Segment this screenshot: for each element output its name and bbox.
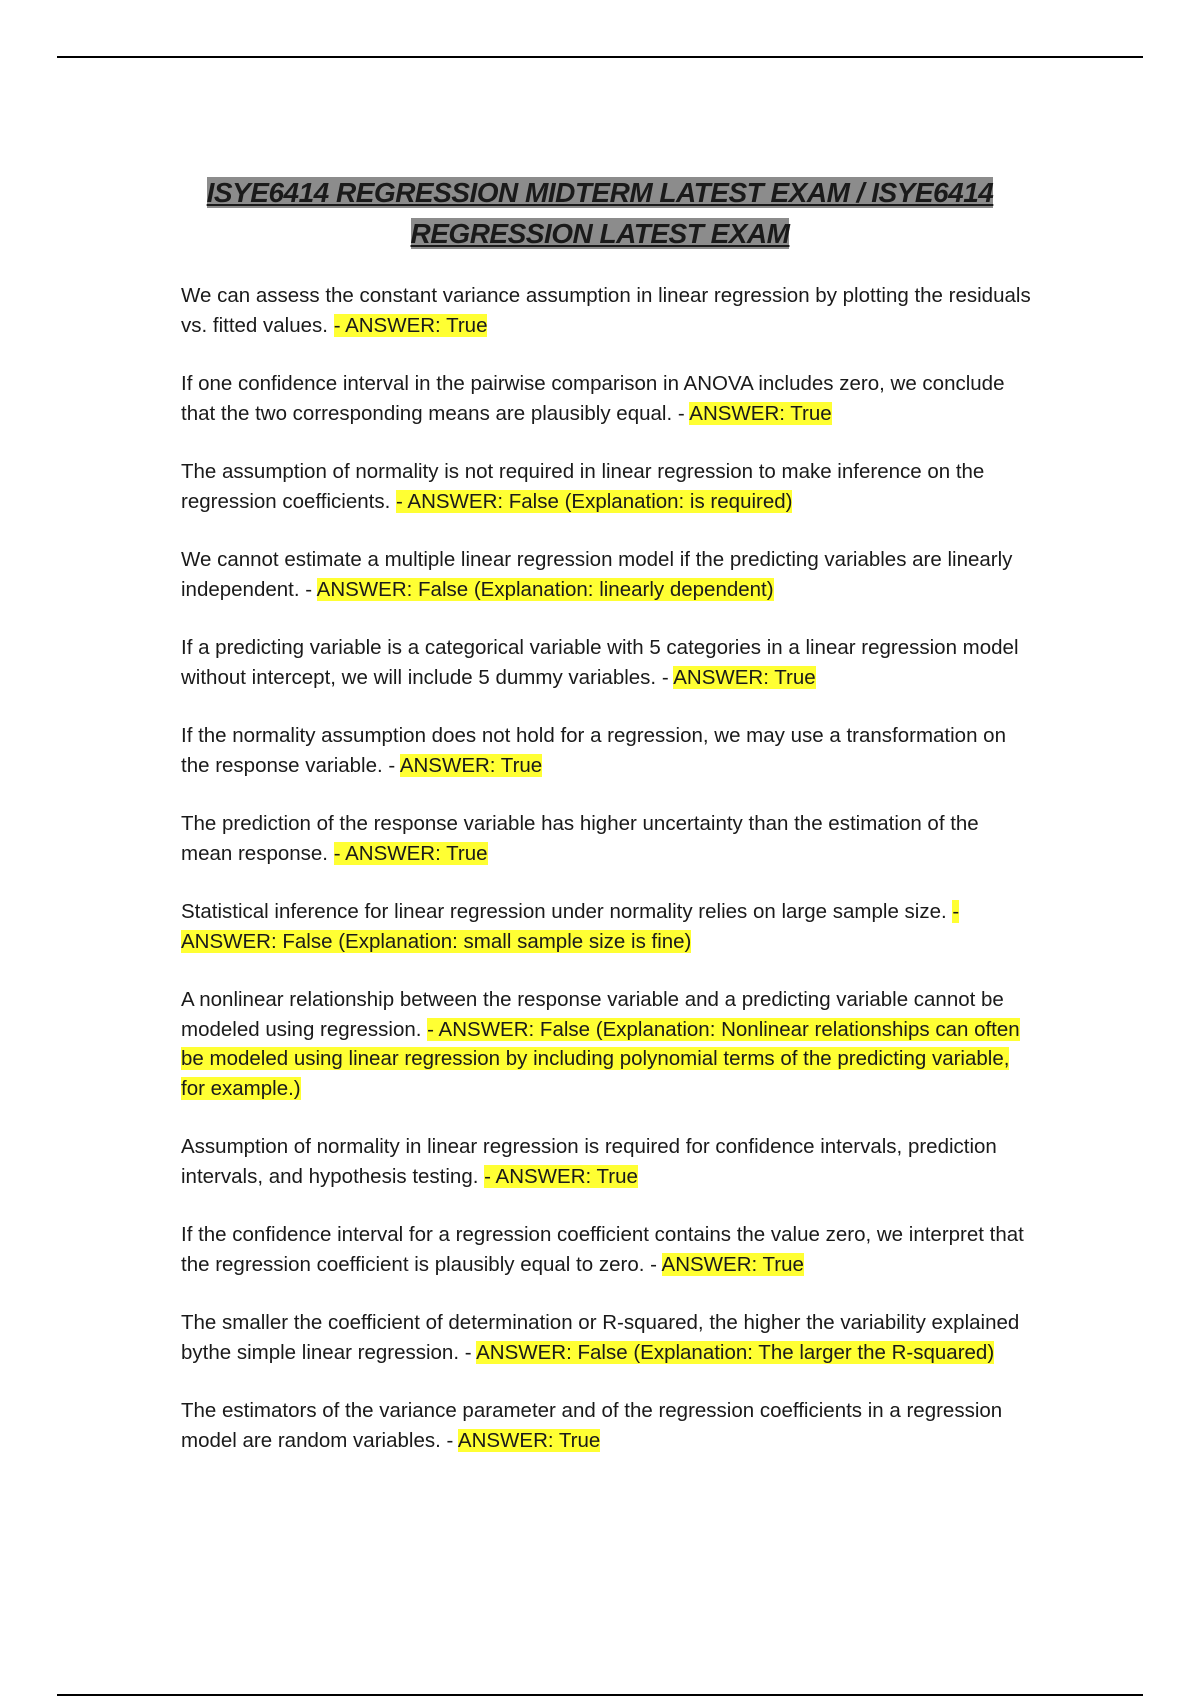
list-item [181, 633, 1031, 692]
answer-text: ANSWER: True [661, 1252, 804, 1276]
question-text: We can assess the constant variance assumption in linear regression by plotting the residuals vs. fitted values. [181, 284, 1031, 337]
answer-text: - ANSWER: True [333, 313, 488, 337]
header-rule [57, 56, 1143, 58]
list-item [181, 985, 1031, 1103]
question-text: The prediction of the response variable has higher uncertainty than the estimation of the mean response. [181, 812, 979, 865]
list-item [181, 809, 1031, 868]
answer-text: - ANSWER: True [484, 1164, 638, 1188]
list-item [181, 1220, 1031, 1279]
list-item [181, 281, 1031, 340]
question-text: If one confidence interval in the pairwise comparison in ANOVA includes zero, we conclude that the two corresponding means are plausibly equal. - [181, 372, 1005, 425]
answer-text: ANSWER: True [673, 665, 816, 689]
answer-text: - ANSWER: False (Explanation: small sample size is fine) [181, 900, 960, 953]
answer-text: ANSWER: True [457, 1428, 601, 1452]
question-list [181, 281, 1031, 1484]
question-text: If a predicting variable is a categorical variable with 5 categories in a linear regression model without intercept, we will include 5 dummy variables. - [181, 636, 1019, 689]
page-title-text: ISYE6414 REGRESSION MIDTERM LATEST EXAM / ISYE6414 REGRESSION LATEST EXAM [206, 177, 994, 249]
answer-text: ANSWER: True [689, 401, 832, 425]
answer-text: ANSWER: False (Explanation: The larger the R-squared) [476, 1340, 995, 1364]
question-text: Statistical inference for linear regression under normality relies on large sample size. [181, 900, 947, 923]
question-text: If the normality assumption does not hold for a regression, we may use a transformation on the response variable. - [181, 724, 1006, 777]
question-text: We cannot estimate a multiple linear regression model if the predicting variables are linearly independent. - [181, 548, 1013, 601]
answer-text: - ANSWER: True [333, 841, 488, 865]
question-text: The assumption of normality is not required in linear regression to make inference on the regression coefficients. [181, 460, 985, 513]
footer-rule [57, 1694, 1143, 1696]
list-item [181, 457, 1031, 516]
answer-text: - ANSWER: False (Explanation: is required) [396, 489, 793, 513]
list-item [181, 545, 1031, 604]
question-text: The estimators of the variance parameter and of the regression coefficients in a regression model are random variables. - [181, 1399, 1003, 1452]
question-text: A nonlinear relationship between the response variable and a predicting variable cannot be modeled using regression. [181, 988, 1004, 1041]
list-item [181, 1396, 1031, 1455]
list-item [181, 897, 1031, 956]
question-text: The smaller the coefficient of determination or R-squared, the higher the variability explained bythe simple linear regression. - [181, 1311, 1020, 1364]
answer-text: - ANSWER: False (Explanation: Nonlinear relationships can often be modeled using linear regression by including polynomial terms of the predicting variable, for example.) [181, 1017, 1020, 1100]
answer-text: ANSWER: False (Explanation: linearly dependent) [316, 577, 774, 601]
page-title [180, 172, 1020, 254]
question-text: Assumption of normality in linear regression is required for confidence intervals, prediction intervals, and hypothesis testing. [181, 1135, 997, 1188]
question-text: If the confidence interval for a regression coefficient contains the value zero, we interpret that the regression coefficient is plausibly equal to zero. - [181, 1223, 1024, 1276]
list-item [181, 1308, 1031, 1367]
list-item [181, 1132, 1031, 1191]
answer-text: ANSWER: True [399, 753, 543, 777]
list-item [181, 369, 1031, 428]
list-item [181, 721, 1031, 780]
